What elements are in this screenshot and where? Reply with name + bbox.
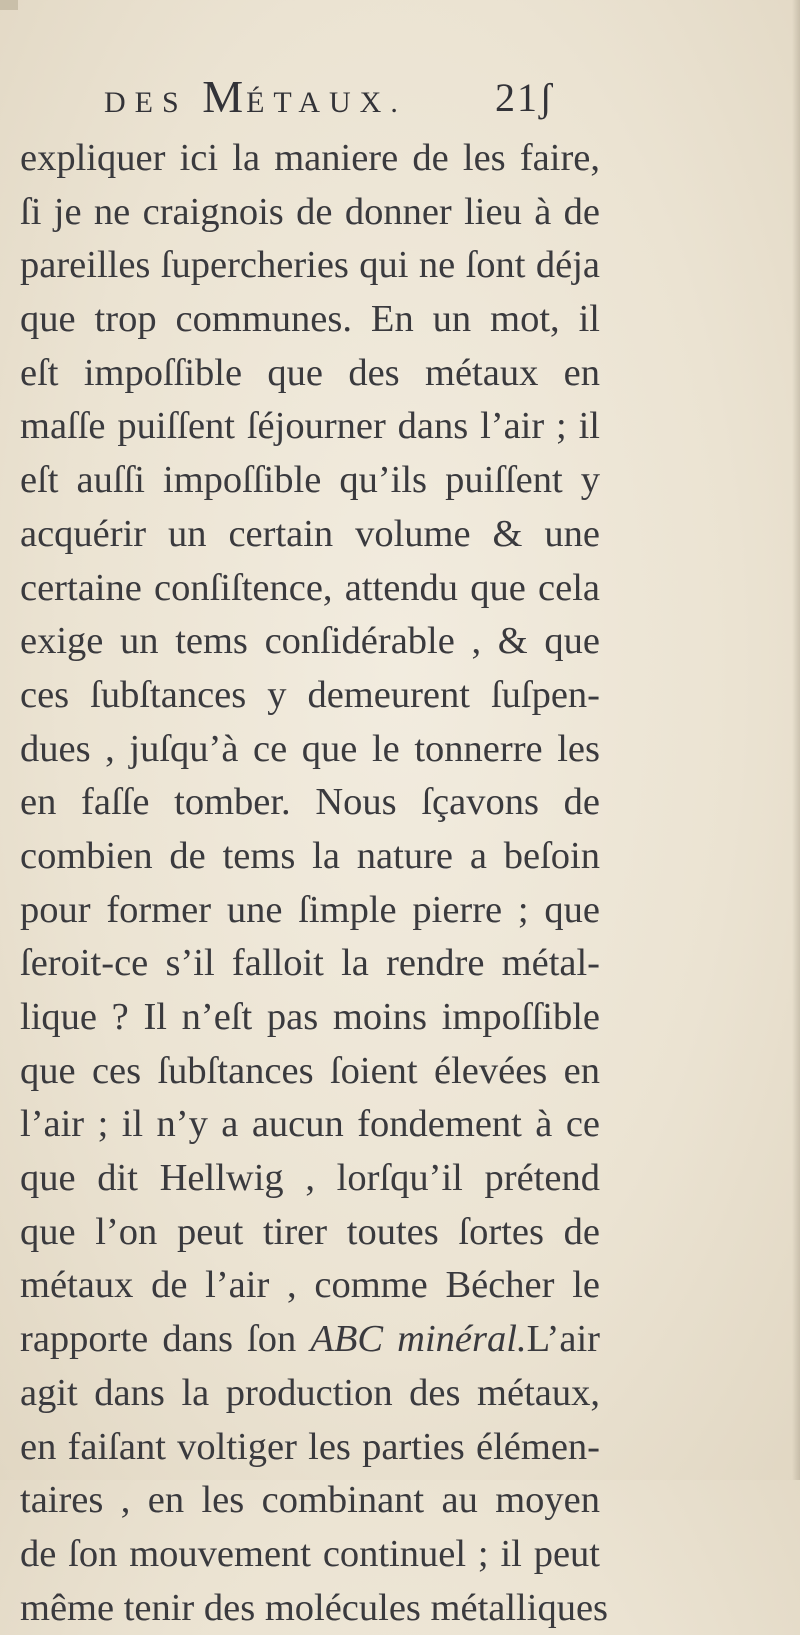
- page-number: 21ʃ: [495, 75, 555, 120]
- text-line: que l’on peut tirer toutes ſortes de: [20, 1210, 600, 1253]
- page-corner-tear: [0, 0, 18, 10]
- text-line: l’air ; il n’y a aucun fondement à ce: [20, 1103, 600, 1146]
- body-text: [20, 132, 609, 1635]
- running-head-initial: M: [202, 71, 247, 122]
- text-line: ſi je ne craignois de donner lieu à de: [20, 190, 600, 233]
- text-line: que ces ſubſtances ſoient élevées en: [20, 1049, 600, 1092]
- italic-book-title: ABC minéral.: [310, 1318, 527, 1361]
- running-head-rest: ÉTAUX.: [246, 86, 407, 119]
- page-edge-shadow: [792, 0, 800, 1480]
- text-line: dues , juſqu’à ce que le tonnerre les: [20, 727, 600, 770]
- text-line: taires , en les combinant au moyen: [20, 1479, 600, 1522]
- text-line: combien de tems la nature a beſoin: [20, 834, 600, 877]
- text-line: métaux de l’air , comme Bécher le: [20, 1264, 600, 1307]
- text-line: que trop communes. En un mot, il: [20, 298, 600, 341]
- text-line: en faſſe tomber. Nous ſçavons de: [20, 781, 600, 824]
- running-head-title: [104, 70, 407, 123]
- text-line: en faiſant voltiger les parties élémen-: [20, 1425, 600, 1468]
- text-line-with-italic: [20, 1313, 600, 1367]
- text-line: certaine conſiſtence, attendu que cela: [20, 566, 600, 609]
- text-line: eſt impoſſible que des métaux en: [20, 351, 600, 394]
- text-line: de ſon mouvement continuel ; il peut: [20, 1532, 600, 1575]
- text-line: maſſe puiſſent ſéjourner dans l’air ; il: [20, 405, 600, 448]
- text-line: même tenir des molécules métalliques: [20, 1586, 609, 1629]
- text-line: ſeroit-ce s’il falloit la rendre métal-: [20, 942, 600, 985]
- text-line: eſt auſſi impoſſible qu’ils puiſſent y: [20, 459, 600, 502]
- text-line: ces ſubſtances y demeurent ſuſpen-: [20, 673, 600, 716]
- text-line: expliquer ici la maniere de les faire,: [20, 137, 600, 179]
- text-line: que dit Hellwig , lorſqu’il prétend: [20, 1157, 600, 1200]
- text-line: agit dans la production des métaux,: [20, 1371, 600, 1414]
- text-fragment: L’air: [526, 1318, 600, 1361]
- text-line: lique ? Il n’eſt pas moins impoſſible: [20, 996, 600, 1038]
- text-line: pareilles ſupercheries qui ne ſont déja: [20, 244, 600, 287]
- text-line: pour former une ſimple pierre ; que: [20, 888, 600, 931]
- running-head: [0, 70, 800, 120]
- text-line: acquérir un certain volume & une: [20, 512, 600, 555]
- text-fragment: rapporte dans ſon: [20, 1318, 311, 1361]
- running-head-des: DES: [104, 86, 188, 119]
- text-line: exige un tems conſidérable , & que: [20, 620, 600, 663]
